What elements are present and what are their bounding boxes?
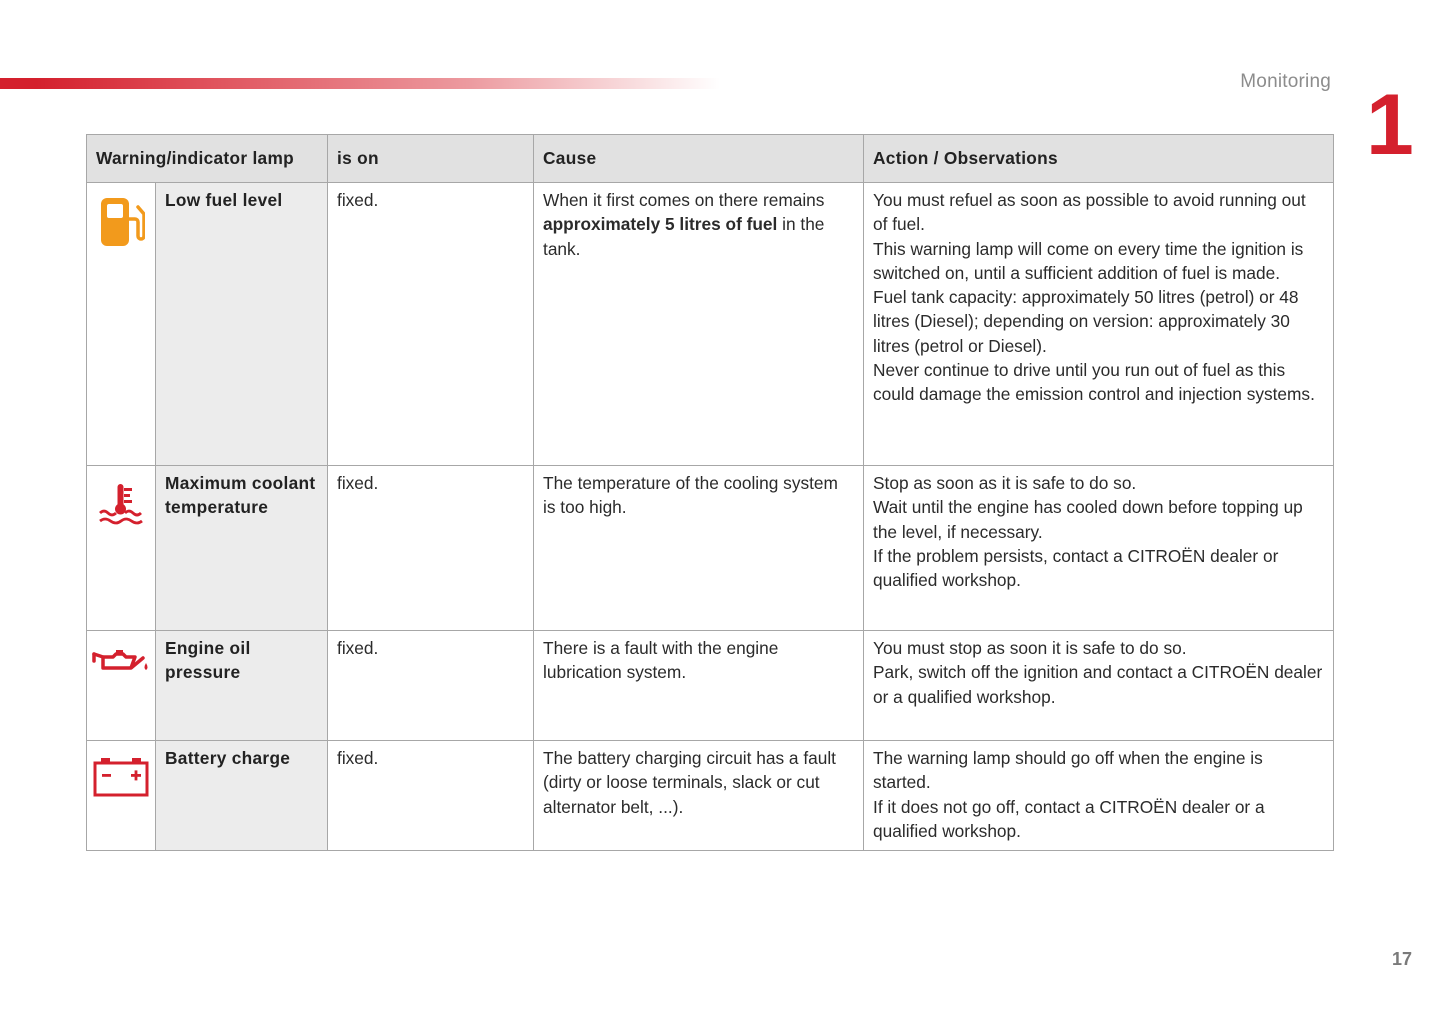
cause-text-bold: approximately 5 litres of fuel <box>543 214 778 235</box>
is-on-value: fixed. <box>328 466 534 631</box>
lamp-name: Engine oil pressure <box>156 631 328 741</box>
icon-cell <box>87 631 156 741</box>
action-text: You must refuel as soon as possible to avoid running out of fuel. This warning lamp will come on every time the ignition is switched on, until a sufficient addition of fuel is made. Fuel tank capacity: approximately 50 litres (petrol) or 48 litres (Diesel); depending on version: approximately 30 litres (petrol or Diesel). Never continue to drive until you run out of fuel as this could damage the emission control and injection systems. <box>864 183 1334 466</box>
is-on-value: fixed. <box>328 741 534 851</box>
chapter-number: 1 <box>1366 77 1414 173</box>
fuel-pump-icon <box>97 195 145 257</box>
page-number: 17 <box>1391 949 1412 969</box>
table-row <box>87 631 1334 741</box>
action-text: You must stop as soon it is safe to do so. Park, switch off the ignition and contact a CITROËN dealer or a qualified workshop. <box>864 631 1334 741</box>
cause-text-part: in the tank. <box>543 214 825 259</box>
warning-lamp-table <box>86 134 1334 851</box>
table-row <box>87 741 1334 851</box>
oil-can-icon <box>91 647 151 681</box>
lamp-name: Low fuel level <box>156 183 328 466</box>
column-header-action: Action / Observations <box>864 135 1334 183</box>
icon-cell <box>87 183 156 466</box>
lamp-name: Battery charge <box>156 741 328 851</box>
is-on-value: fixed. <box>328 631 534 741</box>
column-header-is-on: is on <box>328 135 534 183</box>
header-accent-bar <box>0 78 720 89</box>
icon-cell <box>87 741 156 851</box>
coolant-temperature-icon <box>98 482 144 532</box>
cause-text: There is a fault with the engine lubrication system. <box>534 631 864 741</box>
lamp-name: Maximum coolant temperature <box>156 466 328 631</box>
table-row <box>87 466 1334 631</box>
action-text: Stop as soon as it is safe to do so. Wait until the engine has cooled down before topping up the level, if necessary. If the problem persists, contact a CITROËN dealer or qualified workshop. <box>864 466 1334 631</box>
icon-cell <box>87 466 156 631</box>
column-header-cause: Cause <box>534 135 864 183</box>
cause-text: The temperature of the cooling system is too high. <box>534 466 864 631</box>
section-title: Monitoring <box>1240 71 1331 92</box>
column-header-lamp: Warning/indicator lamp <box>87 135 328 183</box>
battery-icon <box>93 757 149 803</box>
table-row <box>87 183 1334 466</box>
cause-text <box>534 183 864 466</box>
action-text: The warning lamp should go off when the engine is started. If it does not go off, contact a CITROËN dealer or a qualified workshop. <box>864 741 1334 851</box>
cause-text-part: When it first comes on there remains <box>543 190 825 210</box>
is-on-value: fixed. <box>328 183 534 466</box>
table-header-row <box>87 135 1334 183</box>
cause-text: The battery charging circuit has a fault (dirty or loose terminals, slack or cut alternator belt, ...). <box>534 741 864 851</box>
